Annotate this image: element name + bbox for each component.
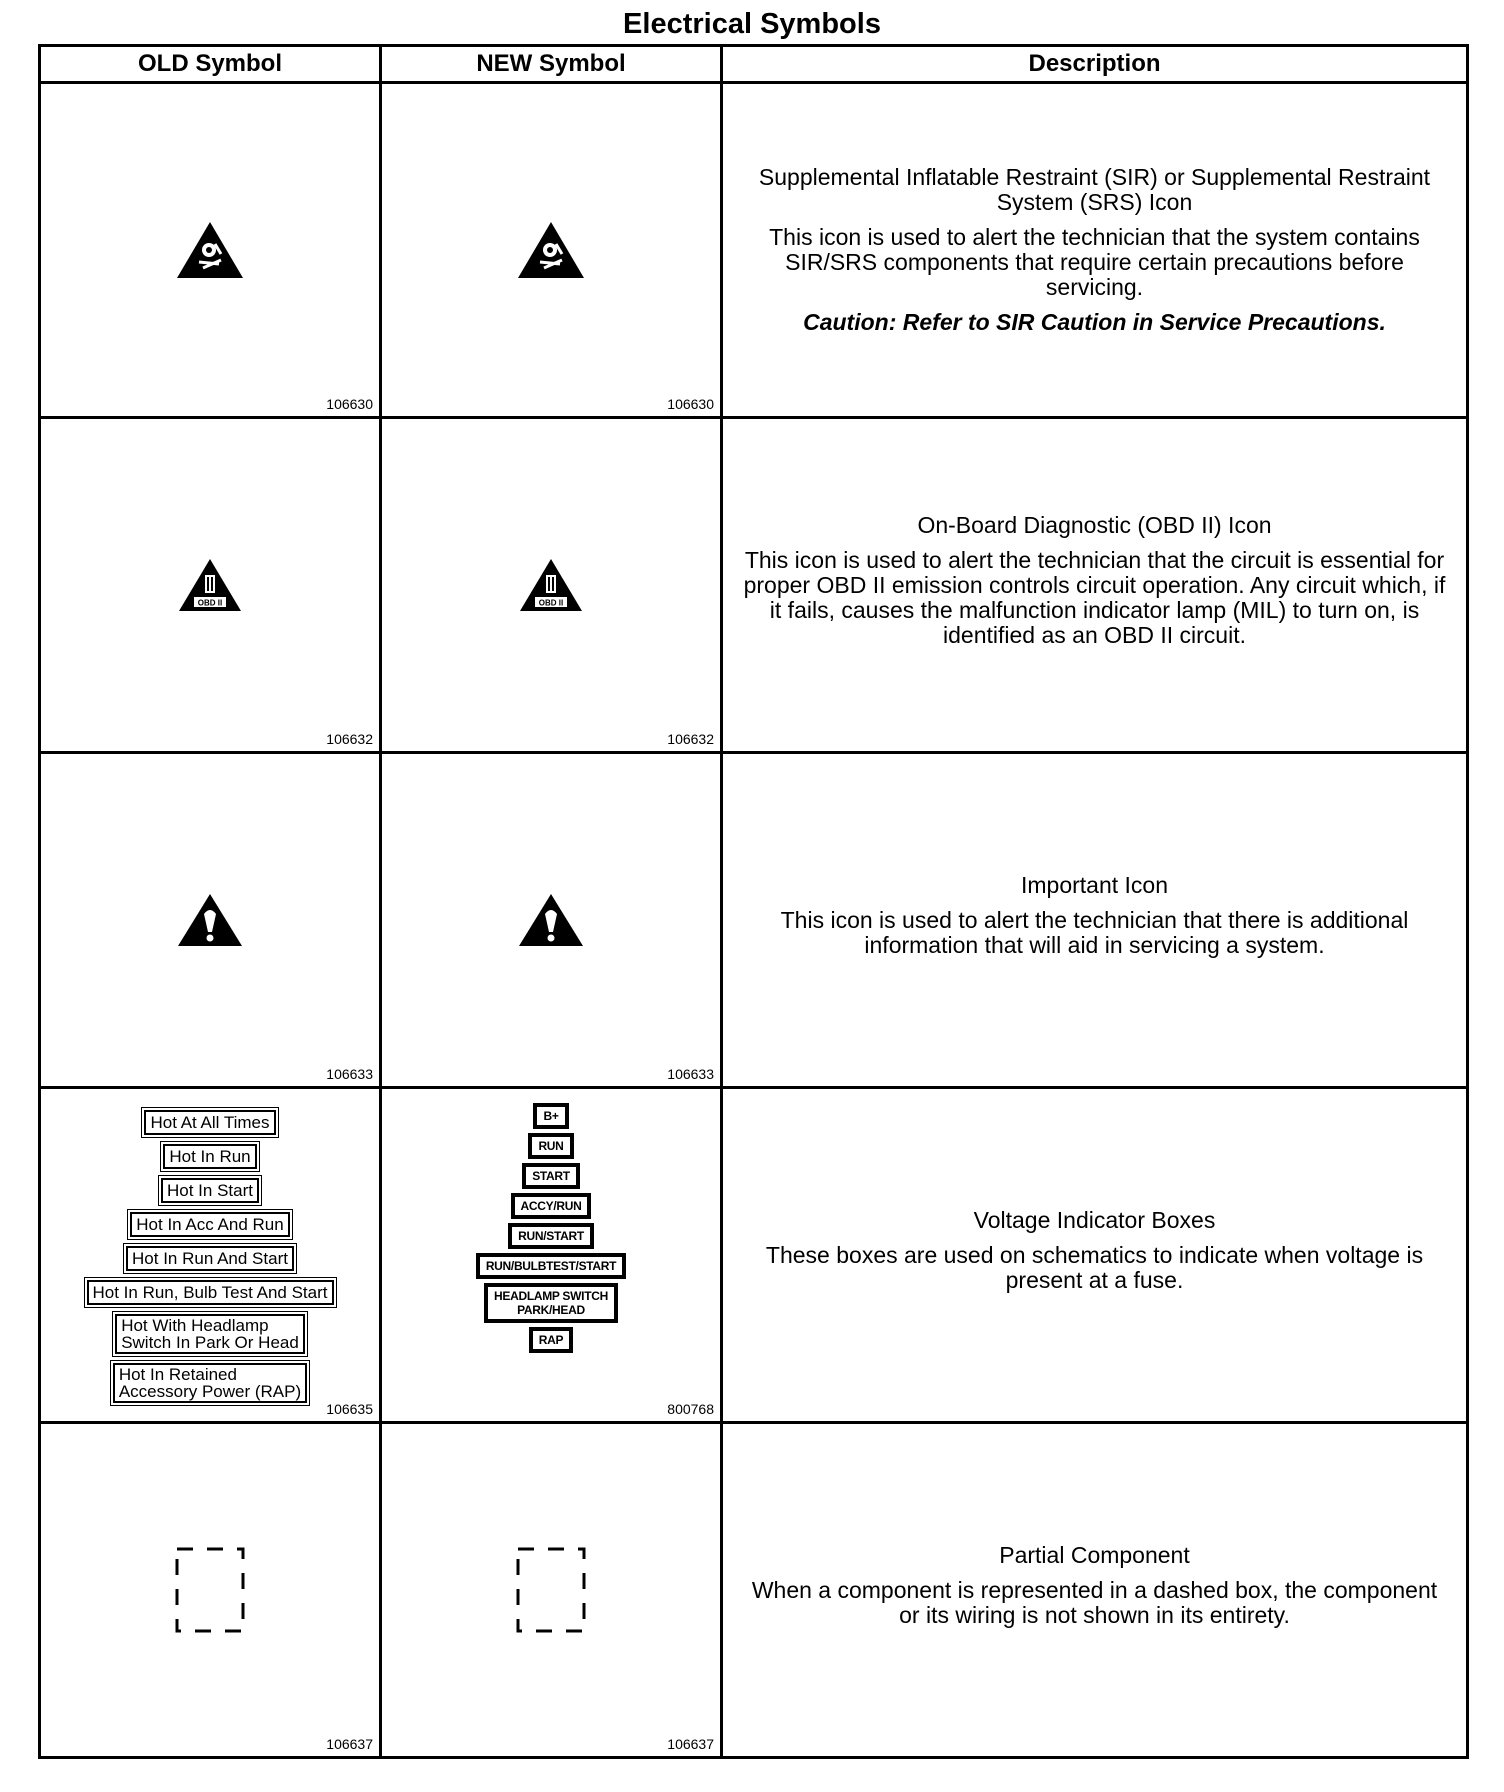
new-symbol-cell <box>381 1423 722 1758</box>
new-symbol-cell <box>381 753 722 1088</box>
description-body: This icon is used to alert the technician that the circuit is essential for proper OBD II emission controls circuit operation. Any circuit which, if it fails, causes the malfunction indicator lamp (MIL) to turn on, is identified as an OBD II circuit. <box>743 546 1446 648</box>
header-description: Description <box>722 46 1468 83</box>
old-voltage-box: Hot In Run And Start <box>126 1246 294 1271</box>
old-symbol-cell <box>40 418 381 753</box>
new-voltage-box <box>484 1283 618 1323</box>
figure-number: 106632 <box>326 731 373 747</box>
old-symbol-cell <box>40 753 381 1088</box>
new-voltage-box-label: B+ <box>537 1107 564 1125</box>
new-voltage-box-stack <box>382 1101 720 1355</box>
new-voltage-box-label: START <box>526 1167 576 1185</box>
figure-number: 106635 <box>326 1401 373 1417</box>
description-title: Supplemental Inflatable Restraint (SIR) or Supplemental Restraint System (SRS) Icon <box>758 164 1431 215</box>
figure-number: 106633 <box>667 1066 714 1082</box>
figure-number: 106633 <box>326 1066 373 1082</box>
new-symbol-cell <box>381 83 722 418</box>
old-voltage-box: Hot In Start <box>161 1178 259 1203</box>
figure-number: 800768 <box>667 1401 714 1417</box>
new-voltage-box-label: RAP <box>533 1331 569 1349</box>
old-voltage-box: Hot In Run <box>163 1144 256 1169</box>
table-row <box>40 83 1468 418</box>
old-voltage-box-stack <box>41 1105 379 1407</box>
old-voltage-box: Hot At All Times <box>144 1110 275 1135</box>
table-header-row <box>40 46 1468 83</box>
figure-number: 106630 <box>667 396 714 412</box>
obd-ii-warning-icon <box>518 557 584 613</box>
obd-ii-warning-icon <box>177 557 243 613</box>
description-body: When a component is represented in a dashed box, the component or its wiring is not shown in its entirety. <box>751 1576 1438 1628</box>
old-symbol-cell <box>40 83 381 418</box>
new-voltage-box <box>508 1223 594 1249</box>
new-voltage-box <box>533 1103 568 1129</box>
obd-ii-icon-label: OBD II <box>538 598 564 608</box>
new-voltage-box <box>529 1327 573 1353</box>
description-title: Voltage Indicator Boxes <box>973 1206 1216 1233</box>
old-voltage-box: Hot With Headlamp Switch In Park Or Head <box>115 1314 305 1354</box>
description-title: Important Icon <box>1020 871 1169 898</box>
sir-srs-warning-icon <box>175 220 245 280</box>
page-title: Electrical Symbols <box>623 8 881 40</box>
description-body: This icon is used to alert the technician that the system contains SIR/SRS components that require certain precautions before servicing. <box>769 224 1420 300</box>
dashed-box-icon <box>514 1545 588 1635</box>
new-voltage-box <box>522 1163 580 1189</box>
header-old-symbol: OLD Symbol <box>40 46 381 83</box>
figure-number: 106637 <box>326 1736 373 1752</box>
obd-ii-icon-label: OBD II <box>197 598 223 608</box>
table-row <box>40 418 1468 753</box>
description-cell <box>722 1088 1468 1423</box>
new-voltage-box-label: HEADLAMP SWITCH PARK/HEAD <box>488 1287 614 1319</box>
description-body: These boxes are used on schematics to indicate when voltage is present at a fuse. <box>765 1241 1424 1293</box>
sir-srs-warning-icon <box>516 220 586 280</box>
important-warning-icon <box>176 892 244 948</box>
header-new-symbol: NEW Symbol <box>381 46 722 83</box>
new-voltage-box-label: RUN/BULBTEST/START <box>480 1257 622 1275</box>
new-voltage-box-label: ACCY/RUN <box>515 1197 588 1215</box>
description-title: On-Board Diagnostic (OBD II) Icon <box>917 511 1272 538</box>
description-cell <box>722 83 1468 418</box>
description-caution: Caution: Refer to SIR Caution in Service Precautions. <box>803 309 1386 335</box>
old-voltage-box: Hot In Run, Bulb Test And Start <box>87 1280 334 1305</box>
description-body: This icon is used to alert the technician that there is additional information that will aid in servicing a system. <box>780 906 1409 958</box>
table-row <box>40 1088 1468 1423</box>
dashed-box-icon <box>173 1545 247 1635</box>
table-row <box>40 753 1468 1088</box>
figure-number: 106632 <box>667 731 714 747</box>
new-voltage-box <box>476 1253 626 1279</box>
electrical-symbols-table <box>38 44 1469 1759</box>
new-symbol-cell <box>381 418 722 753</box>
figure-number: 106637 <box>667 1736 714 1752</box>
important-warning-icon <box>517 892 585 948</box>
new-voltage-box-label: RUN <box>532 1137 569 1155</box>
figure-number: 106630 <box>326 396 373 412</box>
description-title: Partial Component <box>999 1541 1190 1568</box>
description-cell <box>722 1423 1468 1758</box>
description-cell <box>722 418 1468 753</box>
old-symbol-cell <box>40 1423 381 1758</box>
old-symbol-cell <box>40 1088 381 1423</box>
new-voltage-box <box>528 1133 573 1159</box>
old-voltage-box: Hot In Retained Accessory Power (RAP) <box>113 1363 307 1403</box>
table-row <box>40 1423 1468 1758</box>
new-symbol-cell <box>381 1088 722 1423</box>
new-voltage-box-label: RUN/START <box>512 1227 590 1245</box>
new-voltage-box <box>511 1193 592 1219</box>
description-cell <box>722 753 1468 1088</box>
old-voltage-box: Hot In Acc And Run <box>130 1212 289 1237</box>
